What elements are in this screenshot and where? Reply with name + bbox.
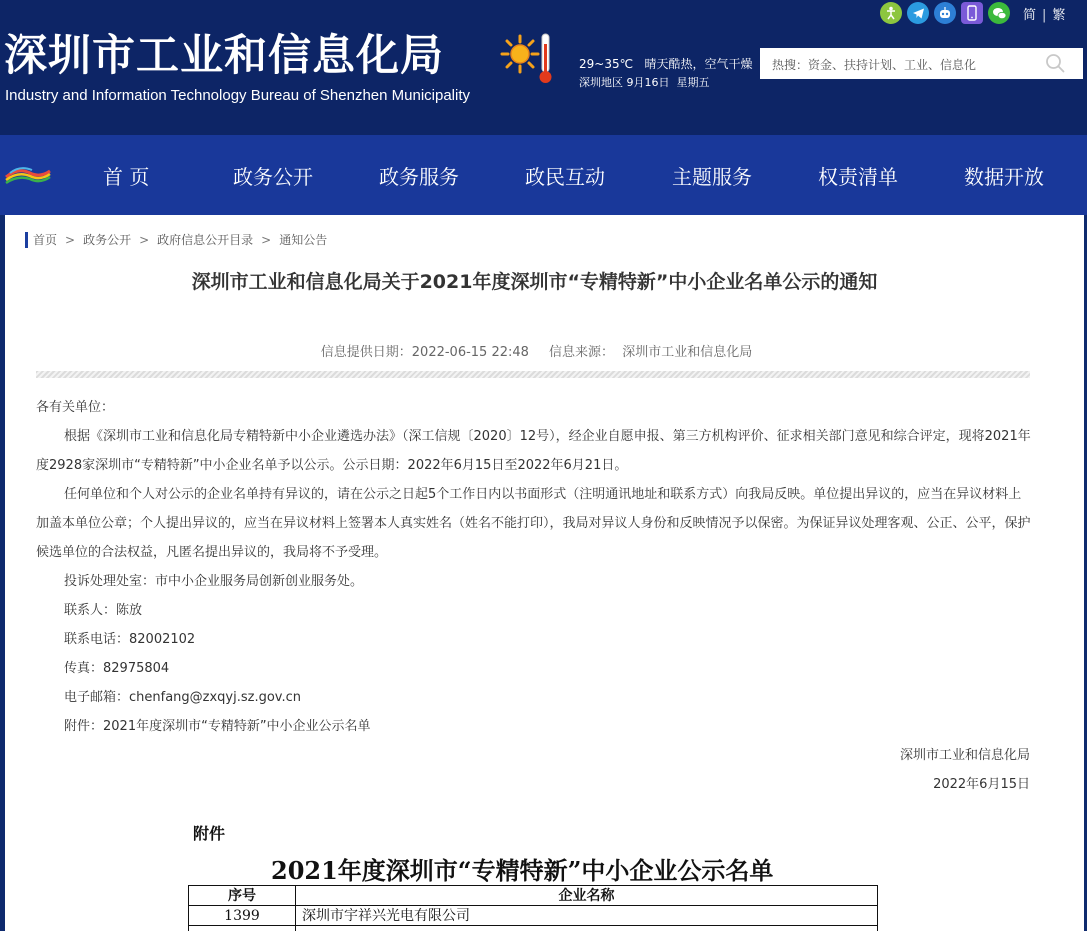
search-input[interactable] xyxy=(760,48,1083,79)
table-row xyxy=(189,906,878,926)
column-header-number: 序号 xyxy=(189,886,296,906)
column-header-company: 企业名称 xyxy=(296,886,878,906)
mobile-icon[interactable] xyxy=(961,2,983,24)
nav-interaction[interactable]: 政民互动 xyxy=(525,165,605,189)
sunny-hot-icon xyxy=(500,30,556,86)
telegram-icon[interactable] xyxy=(907,2,929,24)
attachment-label: 附件 xyxy=(193,824,226,843)
search-placeholder: 热搜：资金、扶持计划、工业、信息化 xyxy=(772,58,977,72)
breadcrumb: 首页 > 政务公开 > 政府信息公开目录 > 通知公告 xyxy=(25,232,327,248)
language-switch: 简 | 繁 xyxy=(1023,7,1066,23)
shenzhen-emblem-icon[interactable] xyxy=(4,163,52,185)
robot-icon[interactable] xyxy=(934,2,956,24)
company-name: 深圳市宇祥兴光电有限公司 xyxy=(296,906,878,926)
date-label: 信息提供日期： xyxy=(320,345,412,360)
breadcrumb-home[interactable]: 首页 xyxy=(33,233,58,247)
article-body xyxy=(36,393,1032,799)
attachment-title: 2021年度深圳市“专精特新”中小企业公示名单 xyxy=(271,856,774,885)
divider xyxy=(36,371,1030,378)
main-content xyxy=(5,215,1084,931)
accessibility-icon[interactable] xyxy=(880,2,902,24)
nav-open-data[interactable]: 数据开放 xyxy=(964,165,1044,189)
date-value: 2022-06-15 22:48 xyxy=(411,345,529,360)
contact-office: 投诉处理处室：市中小企业服务局创新创业服务处。 xyxy=(64,574,364,589)
contact-email: 电子邮箱：chenfang@zxqyj.sz.gov.cn xyxy=(64,690,302,705)
breadcrumb-notices[interactable]: 通知公告 xyxy=(279,233,328,247)
contact-fax: 传真：82975804 xyxy=(64,661,170,676)
article-meta xyxy=(5,341,1068,360)
contact-phone: 联系电话：82002102 xyxy=(64,632,196,647)
breadcrumb-gov-affairs[interactable]: 政务公开 xyxy=(83,233,132,247)
nav-topic-services[interactable]: 主题服务 xyxy=(672,165,752,189)
main-nav xyxy=(0,135,1087,215)
source-value: 深圳市工业和信息化局 xyxy=(622,345,753,360)
lang-traditional[interactable]: 繁 xyxy=(1052,7,1066,23)
table-row xyxy=(189,926,878,931)
paragraph: 任何单位和个人对公示的企业名单持有异议的，请在公示之日起5个工作日内以书面形式（注明通讯地址和联系方式）向我局反映。单位提出异议的，应当在异议材料上加盖本单位公章；个人提出异议的，应当在异议材料上签署本人真实姓名（姓名不能打印），我局对异议人身份和反映情况予以保密。为保证异议处理客观、公正、公平，保护候选单位的合法权益，凡匿名提出异议的，我局将不予受理。 xyxy=(36,487,1031,560)
top-toolbar xyxy=(880,2,1065,24)
article-title: 深圳市工业和信息化局关于2021年度深圳市“专精特新”中小企业名单公示的通知 xyxy=(191,271,878,293)
nav-gov-services[interactable]: 政务服务 xyxy=(379,165,459,189)
attachment-link[interactable]: 附件：2021年度深圳市“专精特新”中小企业公示名单 xyxy=(64,719,371,734)
lang-simplified[interactable]: 简 xyxy=(1023,7,1037,23)
source-label: 信息来源： xyxy=(548,345,614,360)
site-title[interactable]: 深圳市工业和信息化局 xyxy=(4,31,444,81)
wechat-icon[interactable] xyxy=(988,2,1010,24)
paragraph: 根据《深圳市工业和信息化局专精特新中小企业遴选办法》（深工信规〔2020〕12号），经企业自愿申报、第三方机构评价、征求相关部门意见和综合评定，现将2021年度2928家深圳市“专精特新”中小企业名单予以公示。公示日期：2022年6月15日至2022年6月21日。 xyxy=(36,429,1031,473)
nav-gov-affairs[interactable]: 政务公开 xyxy=(233,165,313,189)
breadcrumb-catalog[interactable]: 政府信息公开目录 xyxy=(157,233,254,247)
signature: 深圳市工业和信息化局 xyxy=(899,748,1030,763)
weather-summary: 29~35℃ 晴天酷热，空气干燥 xyxy=(579,57,753,71)
attachment-table xyxy=(188,885,878,931)
sign-date: 2022年6月15日 xyxy=(933,777,1030,792)
weather-date: 深圳地区 9月16日 星期五 xyxy=(579,76,710,89)
salutation: 各有关单位： xyxy=(36,400,115,415)
site-title-en: Industry and Information Technology Bureau of Shenzhen Municipality xyxy=(5,87,471,104)
site-header xyxy=(0,0,1087,135)
contact-person: 联系人：陈放 xyxy=(64,603,143,618)
nav-power-list[interactable]: 权责清单 xyxy=(818,165,898,189)
table-header-row xyxy=(189,886,878,906)
nav-home[interactable]: 首 页 xyxy=(103,165,150,189)
row-number: 1399 xyxy=(189,906,296,926)
search-icon[interactable] xyxy=(1045,53,1065,73)
